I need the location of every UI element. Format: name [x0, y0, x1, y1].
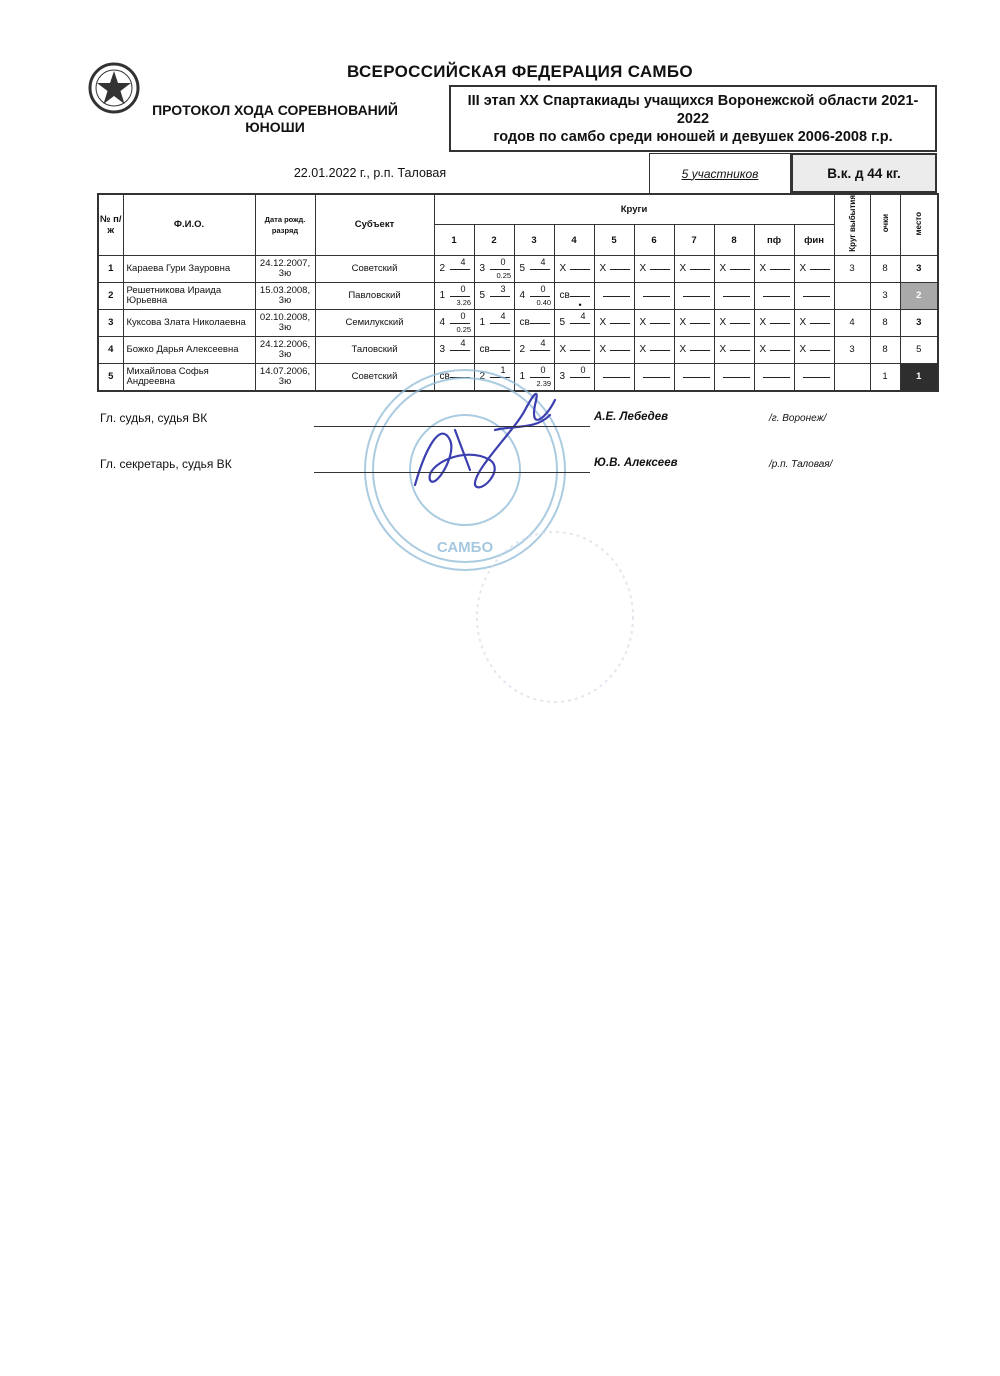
round-line: [530, 269, 550, 270]
round-opponent: X: [599, 343, 607, 355]
round-line: [763, 377, 790, 378]
table-header-row: [98, 194, 938, 225]
round-cell: [514, 282, 554, 309]
round-opponent: св: [559, 289, 570, 301]
athlete-birth: [255, 336, 315, 363]
round-cell: [674, 336, 714, 363]
round-line: [530, 350, 550, 351]
out-round: 4: [834, 309, 870, 336]
round-points: 4: [500, 310, 506, 321]
judge-name: А.Е. Лебедев: [594, 411, 669, 423]
athlete-name: Караева Гури Зауровна: [123, 255, 255, 282]
round-line: [690, 323, 710, 324]
round-opponent: 3: [559, 370, 566, 382]
round-opponent: X: [559, 343, 567, 355]
round-cell: [754, 255, 794, 282]
birth-date: 14.07.2006,: [259, 365, 311, 377]
round-cell: [794, 309, 834, 336]
round-number-6: 6: [634, 225, 674, 255]
round-line: [643, 377, 670, 378]
header-place: [900, 194, 938, 255]
round-opponent: 4: [439, 316, 446, 328]
round-opponent: X: [799, 316, 807, 328]
round-line: [530, 323, 550, 324]
round-cell: [794, 282, 834, 309]
round-line: [803, 377, 830, 378]
secretary-city: /р.п. Таловая/: [769, 459, 833, 470]
round-cell: [674, 255, 714, 282]
round-opponent: 3: [439, 343, 446, 355]
out-round: 3: [834, 336, 870, 363]
round-cell: [794, 336, 834, 363]
round-opponent: X: [759, 262, 767, 274]
athlete-birth: [255, 282, 315, 309]
round-line: [490, 323, 510, 324]
round-points: 4: [460, 337, 466, 348]
round-cell: [434, 255, 474, 282]
round-opponent: 5: [479, 289, 486, 301]
round-points: 4: [540, 337, 546, 348]
round-cell: [474, 282, 514, 309]
round-cell: [554, 282, 594, 309]
round-line: [810, 350, 830, 351]
round-opponent: X: [679, 316, 687, 328]
round-number-9: пф: [754, 225, 794, 255]
round-opponent: 5: [559, 316, 566, 328]
round-line: [490, 296, 510, 297]
round-number-4: 4: [554, 225, 594, 255]
round-opponent: X: [639, 343, 647, 355]
round-opponent: X: [799, 262, 807, 274]
round-line: [770, 323, 790, 324]
athlete-region: Павловский: [315, 282, 434, 309]
rank: 3ю: [278, 267, 292, 279]
birth-date: 24.12.2006,: [259, 338, 311, 350]
athlete-birth: [255, 255, 315, 282]
round-number-2: 2: [474, 225, 514, 255]
row-number: 3: [98, 309, 123, 336]
round-cell: [434, 282, 474, 309]
round-cell: [594, 363, 634, 391]
round-line: [610, 350, 630, 351]
athlete-region: Советский: [315, 255, 434, 282]
round-cell: [474, 255, 514, 282]
round-line: [530, 296, 550, 297]
round-cell: [554, 309, 594, 336]
round-opponent: X: [599, 262, 607, 274]
protocol-title-line1: ПРОТОКОЛ ХОДА СОРЕВНОВАНИЙ: [152, 102, 398, 118]
round-cell: [514, 309, 554, 336]
round-line: [770, 269, 790, 270]
round-line: [770, 350, 790, 351]
round-opponent: 1: [519, 370, 526, 382]
round-line: [763, 296, 790, 297]
event-title-box: [449, 85, 937, 152]
athlete-name: Михайлова Софья Андреевна: [123, 363, 255, 391]
points: 8: [870, 255, 900, 282]
round-points: 0: [540, 364, 546, 375]
table-row: [98, 255, 938, 282]
round-points: 0: [540, 283, 546, 294]
round-opponent: св: [439, 370, 450, 382]
round-number-8: 8: [714, 225, 754, 255]
handwritten-signature-icon: [395, 370, 575, 510]
round-line: [570, 350, 590, 351]
round-opponent: 2: [479, 370, 486, 382]
row-number: 4: [98, 336, 123, 363]
round-cell: [714, 255, 754, 282]
athlete-name: Куксова Злата Николаевна: [123, 309, 255, 336]
round-line: [683, 377, 710, 378]
round-line: [810, 323, 830, 324]
round-cell: [634, 282, 674, 309]
points: 1: [870, 363, 900, 391]
round-cell: [594, 336, 634, 363]
round-cell: [754, 363, 794, 391]
round-opponent: X: [559, 262, 567, 274]
header-birth: Дата рожд. разряд: [255, 194, 315, 255]
header-region: Субъект: [315, 194, 434, 255]
round-cell: [714, 309, 754, 336]
round-time: 2.39: [536, 378, 552, 388]
out-round: [834, 363, 870, 391]
place: 3: [900, 255, 938, 282]
header-rounds: Круги: [434, 194, 834, 225]
round-line: [730, 269, 750, 270]
round-points: 0: [500, 256, 506, 267]
round-line: [643, 296, 670, 297]
round-opponent: X: [679, 343, 687, 355]
round-cell: [594, 282, 634, 309]
round-cell: [594, 255, 634, 282]
round-cell: [754, 282, 794, 309]
athlete-region: Советский: [315, 363, 434, 391]
athlete-region: Таловский: [315, 336, 434, 363]
round-opponent: X: [759, 316, 767, 328]
round-line: [570, 323, 590, 324]
round-points: 3: [500, 283, 506, 294]
round-number-1: 1: [434, 225, 474, 255]
round-cell: [634, 309, 674, 336]
place: 2: [900, 282, 938, 309]
faded-stamp-icon: [470, 525, 640, 710]
event-title-line1: III этап XX Спартакиады учащихся Воронежской области 2021-2022: [467, 92, 919, 127]
round-number-5: 5: [594, 225, 634, 255]
header-place-label: место: [914, 211, 924, 236]
rank: 3ю: [278, 348, 292, 360]
round-opponent: X: [719, 262, 727, 274]
out-round: [834, 282, 870, 309]
row-number: 1: [98, 255, 123, 282]
points: 8: [870, 309, 900, 336]
round-cell: [554, 255, 594, 282]
protocol-title: [130, 102, 420, 136]
round-cell: [714, 363, 754, 391]
table-row: [98, 282, 938, 309]
rank: 3ю: [278, 375, 292, 387]
participants-count: 5 участников: [681, 166, 759, 181]
round-line: [490, 350, 510, 351]
rank: 3ю: [278, 294, 292, 306]
round-opponent: X: [799, 343, 807, 355]
protocol-title-line2: ЮНОШИ: [245, 119, 305, 135]
round-time: 3.26: [456, 297, 472, 307]
secretary-signature-line: [314, 472, 590, 473]
round-cell: [594, 309, 634, 336]
secretary-label: Гл. секретарь, судья ВК: [100, 457, 232, 471]
place: 5: [900, 336, 938, 363]
round-line: [450, 296, 470, 297]
round-line: [610, 323, 630, 324]
round-cell: [714, 282, 754, 309]
round-line: [723, 377, 750, 378]
round-time: 0.25: [456, 324, 472, 334]
athlete-name: Решетникова Ираида Юрьевна: [123, 282, 255, 309]
place: 3: [900, 309, 938, 336]
round-cell: [474, 309, 514, 336]
judge-signature-line: [314, 426, 590, 427]
round-opponent: X: [639, 262, 647, 274]
header-points-label: очки: [880, 214, 890, 233]
round-line: [810, 269, 830, 270]
round-line: [650, 350, 670, 351]
points: 8: [870, 336, 900, 363]
round-opponent: X: [639, 316, 647, 328]
round-number-3: 3: [514, 225, 554, 255]
round-points: 0: [460, 283, 466, 294]
round-points: 4: [460, 256, 466, 267]
round-opponent: 5: [519, 262, 526, 274]
header-name: Ф.И.О.: [123, 194, 255, 255]
weight-category: В.к. д 44 кг.: [791, 153, 937, 193]
place: 1: [900, 363, 938, 391]
round-line: [650, 323, 670, 324]
round-number-7: 7: [674, 225, 714, 255]
row-number: 5: [98, 363, 123, 391]
header-points: [870, 194, 900, 255]
round-cell: [794, 255, 834, 282]
athlete-name: Божко Дарья Алексеевна: [123, 336, 255, 363]
round-cell: [434, 309, 474, 336]
birth-date: 02.10.2008,: [259, 311, 311, 323]
round-cell: [754, 336, 794, 363]
athlete-birth: [255, 309, 315, 336]
athlete-region: Семилукский: [315, 309, 434, 336]
points: 3: [870, 282, 900, 309]
round-opponent: X: [759, 343, 767, 355]
round-opponent: 1: [479, 316, 486, 328]
participants-count-box: [649, 153, 791, 193]
secretary-name: Ю.В. Алексеев: [594, 457, 678, 469]
round-opponent: X: [679, 262, 687, 274]
header-out-round: [834, 194, 870, 255]
round-points: 0: [460, 310, 466, 321]
round-opponent: X: [719, 316, 727, 328]
round-opponent: св: [519, 316, 530, 328]
round-time: 0.25: [496, 270, 512, 280]
round-time: 0.40: [536, 297, 552, 307]
round-line: [570, 269, 590, 270]
round-line: [690, 269, 710, 270]
birth-date: 24.12.2007,: [259, 257, 311, 269]
round-line: [650, 269, 670, 270]
federation-title: ВСЕРОССИЙСКАЯ ФЕДЕРАЦИЯ САМБО: [347, 62, 693, 81]
event-title-line2: годов по самбо среди юношей и девушек 2006-2008 г.р.: [493, 128, 893, 145]
round-opponent: 3: [479, 262, 486, 274]
round-line: [683, 296, 710, 297]
round-cell: [634, 363, 674, 391]
round-line: [450, 269, 470, 270]
round-points: 0: [580, 364, 586, 375]
round-opponent: 2: [439, 262, 446, 274]
round-cell: [714, 336, 754, 363]
round-opponent: 1: [439, 289, 446, 301]
birth-date: 15.03.2008,: [259, 284, 311, 296]
round-cell: [674, 363, 714, 391]
round-line: [610, 269, 630, 270]
round-number-10: фин: [794, 225, 834, 255]
round-line: [570, 296, 590, 297]
round-cell: [674, 309, 714, 336]
round-opponent: св: [479, 343, 490, 355]
round-points: 1: [500, 364, 506, 375]
round-cell: [674, 282, 714, 309]
round-line: [450, 350, 470, 351]
stamp-text: САМБО: [436, 539, 494, 556]
round-line: [603, 296, 630, 297]
out-round: 3: [834, 255, 870, 282]
round-cell: [754, 309, 794, 336]
round-line: [603, 377, 630, 378]
round-points: 4: [580, 310, 586, 321]
rank: 3ю: [278, 321, 292, 333]
round-line: [730, 323, 750, 324]
round-line: [723, 296, 750, 297]
round-opponent: 2: [519, 343, 526, 355]
round-mark: •: [578, 299, 582, 310]
round-cell: [514, 255, 554, 282]
round-line: [803, 296, 830, 297]
round-opponent: 4: [519, 289, 526, 301]
round-cell: [794, 363, 834, 391]
round-line: [490, 269, 510, 270]
round-opponent: X: [719, 343, 727, 355]
row-number: 2: [98, 282, 123, 309]
round-line: [450, 323, 470, 324]
round-cell: [634, 255, 674, 282]
header-num: № п/ж: [98, 194, 123, 255]
header-out-round-label: Круг выбытия: [847, 195, 857, 252]
round-line: [690, 350, 710, 351]
judge-city: /г. Воронеж/: [769, 413, 827, 424]
date-place: 22.01.2022 г., р.п. Таловая: [293, 166, 447, 180]
athlete-birth: [255, 363, 315, 391]
judge-label: Гл. судья, судья ВК: [100, 411, 208, 425]
table-row: [98, 309, 938, 336]
round-cell: [634, 336, 674, 363]
round-opponent: X: [599, 316, 607, 328]
round-line: [730, 350, 750, 351]
round-points: 4: [540, 256, 546, 267]
